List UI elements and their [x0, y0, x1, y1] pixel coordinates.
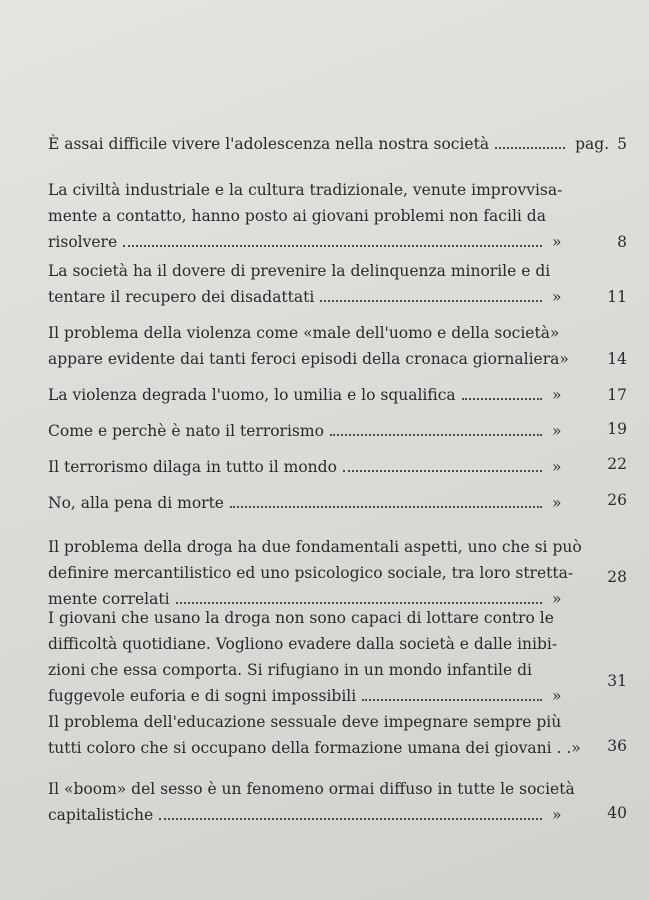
ditto-mark: » — [552, 687, 562, 705]
toc-page-number: 28 — [607, 568, 627, 586]
ditto-mark: » — [552, 386, 562, 404]
toc-entry-title: La violenza degrada l'uomo, lo umilia e lo squalifica — [48, 386, 456, 404]
toc-entry-title: Il problema dell'educazione sessuale deve impegnare sempre più — [48, 713, 562, 731]
dot-leader — [330, 434, 542, 436]
toc-entry-title: tutti coloro che si occupano della formazione umana dei giovani . . — [48, 739, 572, 757]
dot-leader — [495, 147, 565, 149]
toc-entry-title: La società ha il dovere di prevenire la delinquenza minorile e di — [48, 262, 551, 280]
page-label: pag. — [575, 135, 610, 153]
dot-leader — [320, 300, 542, 302]
ditto-mark: » — [559, 350, 569, 368]
toc-entry-title: tentare il recupero dei disadattati — [48, 288, 315, 306]
dot-leader — [123, 245, 542, 247]
toc-entry-title: La civiltà industriale e la cultura tradizionale, venute improvvisa- — [48, 181, 563, 199]
toc-page-number: 31 — [607, 672, 627, 690]
toc-entry — [48, 490, 598, 516]
toc-entry-title: appare evidente dai tanti feroci episodi della cronaca giornaliera — [48, 350, 560, 368]
toc-page-number: 5 — [617, 135, 627, 153]
toc-entry — [48, 177, 598, 255]
toc-entry-title: mente a contatto, hanno posto ai giovani problemi non facili da — [48, 207, 546, 225]
toc-entry — [48, 418, 598, 444]
toc-entry — [48, 534, 598, 612]
toc-page-number: 22 — [607, 455, 627, 473]
toc-entry — [48, 605, 598, 709]
toc-entry-title: mente correlati — [48, 590, 170, 608]
toc-page-number: 11 — [607, 288, 627, 306]
toc-entry-title: zioni che essa comporta. Si rifugiano in un mondo infantile di — [48, 661, 532, 679]
ditto-mark: » — [552, 458, 562, 476]
toc-page-number: 26 — [607, 491, 627, 509]
ditto-mark: » — [552, 422, 562, 440]
toc-entry-title: Il problema della violenza come «male dell'uomo e della società» — [48, 324, 560, 342]
dot-leader — [230, 506, 542, 508]
toc-entry-title: Il «boom» del sesso è un fenomeno ormai diffuso in tutte le società — [48, 780, 575, 798]
toc-entry — [48, 320, 598, 372]
ditto-mark: » — [552, 288, 562, 306]
ditto-mark: » — [552, 494, 562, 512]
toc-entry-title: È assai difficile vivere l'adolescenza nella nostra società — [48, 135, 490, 153]
toc-entry — [48, 776, 598, 828]
toc-entry — [48, 454, 598, 480]
toc-entry-title: No, alla pena di morte — [48, 494, 224, 512]
ditto-mark: » — [552, 233, 562, 251]
toc-entry-title: I giovani che usano la droga non sono capaci di lottare contro le — [48, 609, 554, 627]
dot-leader — [176, 602, 542, 604]
toc-page-number: 19 — [607, 420, 627, 438]
dot-leader — [343, 470, 542, 472]
toc-entry-title: difficoltà quotidiane. Vogliono evadere dalla società e dalle inibi- — [48, 635, 558, 653]
toc-page-number: 14 — [607, 350, 627, 368]
ditto-mark: » — [571, 739, 581, 757]
toc-entry — [48, 709, 598, 761]
toc-entry — [48, 258, 598, 310]
toc-page-number: 8 — [617, 233, 627, 251]
toc-entry-title: Il terrorismo dilaga in tutto il mondo — [48, 458, 337, 476]
toc-entry — [48, 131, 610, 157]
toc-entry-title: Il problema della droga ha due fondamentali aspetti, uno che si può — [48, 538, 582, 556]
toc-entry-title: capitalistiche — [48, 806, 154, 824]
dot-leader — [159, 818, 542, 820]
ditto-mark: » — [552, 806, 562, 824]
toc-page-number: 40 — [607, 804, 627, 822]
dot-leader — [362, 699, 542, 701]
toc-entry-title: risolvere — [48, 233, 118, 251]
dot-leader — [462, 398, 542, 400]
toc-entry-title: fuggevole euforia e di sogni impossibili — [48, 687, 357, 705]
toc-entry-title: definire mercantilistico ed uno psicologico sociale, tra loro stretta- — [48, 564, 574, 582]
toc-entry-title: Come e perchè è nato il terrorismo — [48, 422, 324, 440]
toc-page-number: 36 — [607, 737, 627, 755]
ditto-mark: » — [552, 590, 562, 608]
toc-page-number: 17 — [607, 386, 627, 404]
toc-entry — [48, 382, 598, 408]
